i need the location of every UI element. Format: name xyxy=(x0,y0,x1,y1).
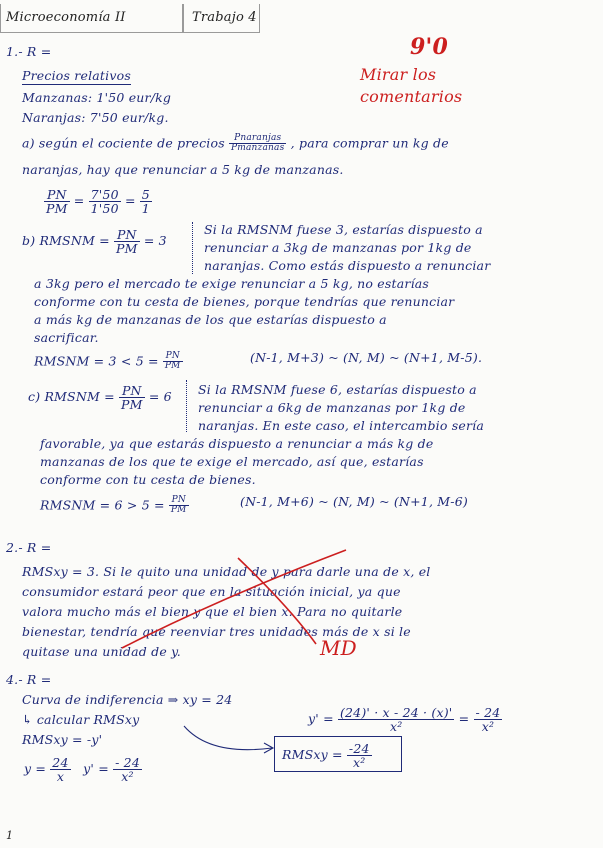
q1-b-l7: sacrificar. xyxy=(34,330,99,345)
q1-oranges: Naranjas: 7'50 eur/kg. xyxy=(22,110,169,125)
q4-arrow xyxy=(180,722,280,758)
q1-b-l6: a más kg de manzanas de los que estarías dispuesto a xyxy=(34,312,387,327)
q4-l3: RMSxy = -y' xyxy=(22,732,103,747)
page-number: 1 xyxy=(6,829,14,842)
q1-b-inequality: RMSNM = 3 < 5 = $\frac{PN}{PM}$ xyxy=(34,351,181,372)
q1-b-divider xyxy=(192,222,193,274)
q1-a-after: , para comprar un kg de xyxy=(290,135,449,151)
q4-result: RMSxy = $\frac{-24}{\text{x²}}$ xyxy=(282,741,370,771)
q4-l2: ↳ calcular RMSxy xyxy=(22,712,140,727)
q1-c-r1: Si la RMSNM fuese 6, estarías dispuesto a xyxy=(198,382,477,397)
q1-c-r2: renunciar a 6kg de manzanas por 1kg de xyxy=(198,400,466,415)
q2-l2: consumidor estará peor que en la situación inicial, ya que xyxy=(22,584,401,599)
q1-b-r1: Si la RMSNM fuese 3, estarías dispuesto a xyxy=(204,222,483,237)
q1-c-equation: c) RMSNM = $\frac{PN}{PM}$ = 6 xyxy=(28,383,172,413)
q1-a-equation: $\frac{PN}{PM}$ = $\frac{7'50}{1'50}$ = $\frac{5}{1}$ xyxy=(46,187,150,217)
header-course: Microeconomía II xyxy=(6,10,126,25)
q1-apples: Manzanas: 1'50 eur/kg xyxy=(22,90,172,105)
q4-label: 4.- R = xyxy=(6,672,52,687)
q2-l5: quitase una unidad de y. xyxy=(22,644,181,659)
q4-y-function: y = $\frac{24}{x}$ y' = $\frac{- 24}{\text{x²}}$ xyxy=(24,755,140,785)
q1-a-intro-text: a) según el cociente de precios xyxy=(22,135,225,151)
price-ratio-fraction: $\frac{\text{Pnaranjas}}{\text{Pmanzanas}}$ xyxy=(231,133,285,154)
q1-c-r3: naranjas. En este caso, el intercambio sería xyxy=(198,418,485,433)
q1-b-preference: (N-1, M+3) ~ (N, M) ~ (N+1, M-5). xyxy=(250,350,483,365)
q1-b-l5: conforme con tu cesta de bienes, porque tendrías que renunciar xyxy=(34,294,455,309)
q1-c-l5: manzanas de los que te exige el mercado, así que, estarías xyxy=(40,454,424,469)
q1-b-r2: renunciar a 3kg de manzanas por 1kg de xyxy=(204,240,472,255)
q1-b-l4: a 3kg pero el mercado te exige renunciar a 5 kg, no estarías xyxy=(34,276,430,291)
q1-a-intro xyxy=(22,134,449,154)
header-assignment: Trabajo 4 xyxy=(192,10,257,25)
q2-l4: bienestar, tendría que reenviar tres unidades más de x si le xyxy=(22,624,411,639)
q1-label: 1.- R = xyxy=(6,44,52,59)
q2-l1: RMSxy = 3. Si le quito una unidad de y para darle una de x, el xyxy=(22,564,431,579)
q1-c-divider xyxy=(186,380,187,432)
q2-cross-out-mark xyxy=(120,548,350,658)
q1-c-inequality: RMSNM = 6 > 5 = $\frac{PN}{PM}$ xyxy=(40,495,187,516)
grade-score: 9'0 xyxy=(410,34,448,60)
q1-a-line2: naranjas, hay que renunciar a 5 kg de manzanas. xyxy=(22,162,344,177)
q4-derivative: y' = $\frac{(24)' \cdot x - 24 \cdot (x)'}{\text{x²}}$ = $\frac{- 24}{\text{x²}}$ xyxy=(308,705,501,735)
grade-comment: Mirar los comentarios xyxy=(360,65,463,107)
q1-c-l4: favorable, ya que estarás dispuesto a renunciar a más kg de xyxy=(40,436,434,451)
q1-c-preference: (N-1, M+6) ~ (N, M) ~ (N+1, M-6) xyxy=(240,494,468,509)
q1-c-l6: conforme con tu cesta de bienes. xyxy=(40,472,256,487)
q4-l1: Curva de indiferencia ⇒ xy = 24 xyxy=(22,692,233,707)
q1-b-equation: b) RMSNM = $\frac{PN}{PM}$ = 3 xyxy=(22,227,167,257)
q2-label: 2.- R = xyxy=(6,540,52,555)
grade-mark: MD xyxy=(320,636,357,660)
q2-l3: valora mucho más el bien y que el bien x. Para no quitarle xyxy=(22,604,403,619)
q1-b-r3: naranjas. Como estás dispuesto a renunciar xyxy=(204,258,491,273)
q1-title: Precios relativos xyxy=(22,68,131,83)
